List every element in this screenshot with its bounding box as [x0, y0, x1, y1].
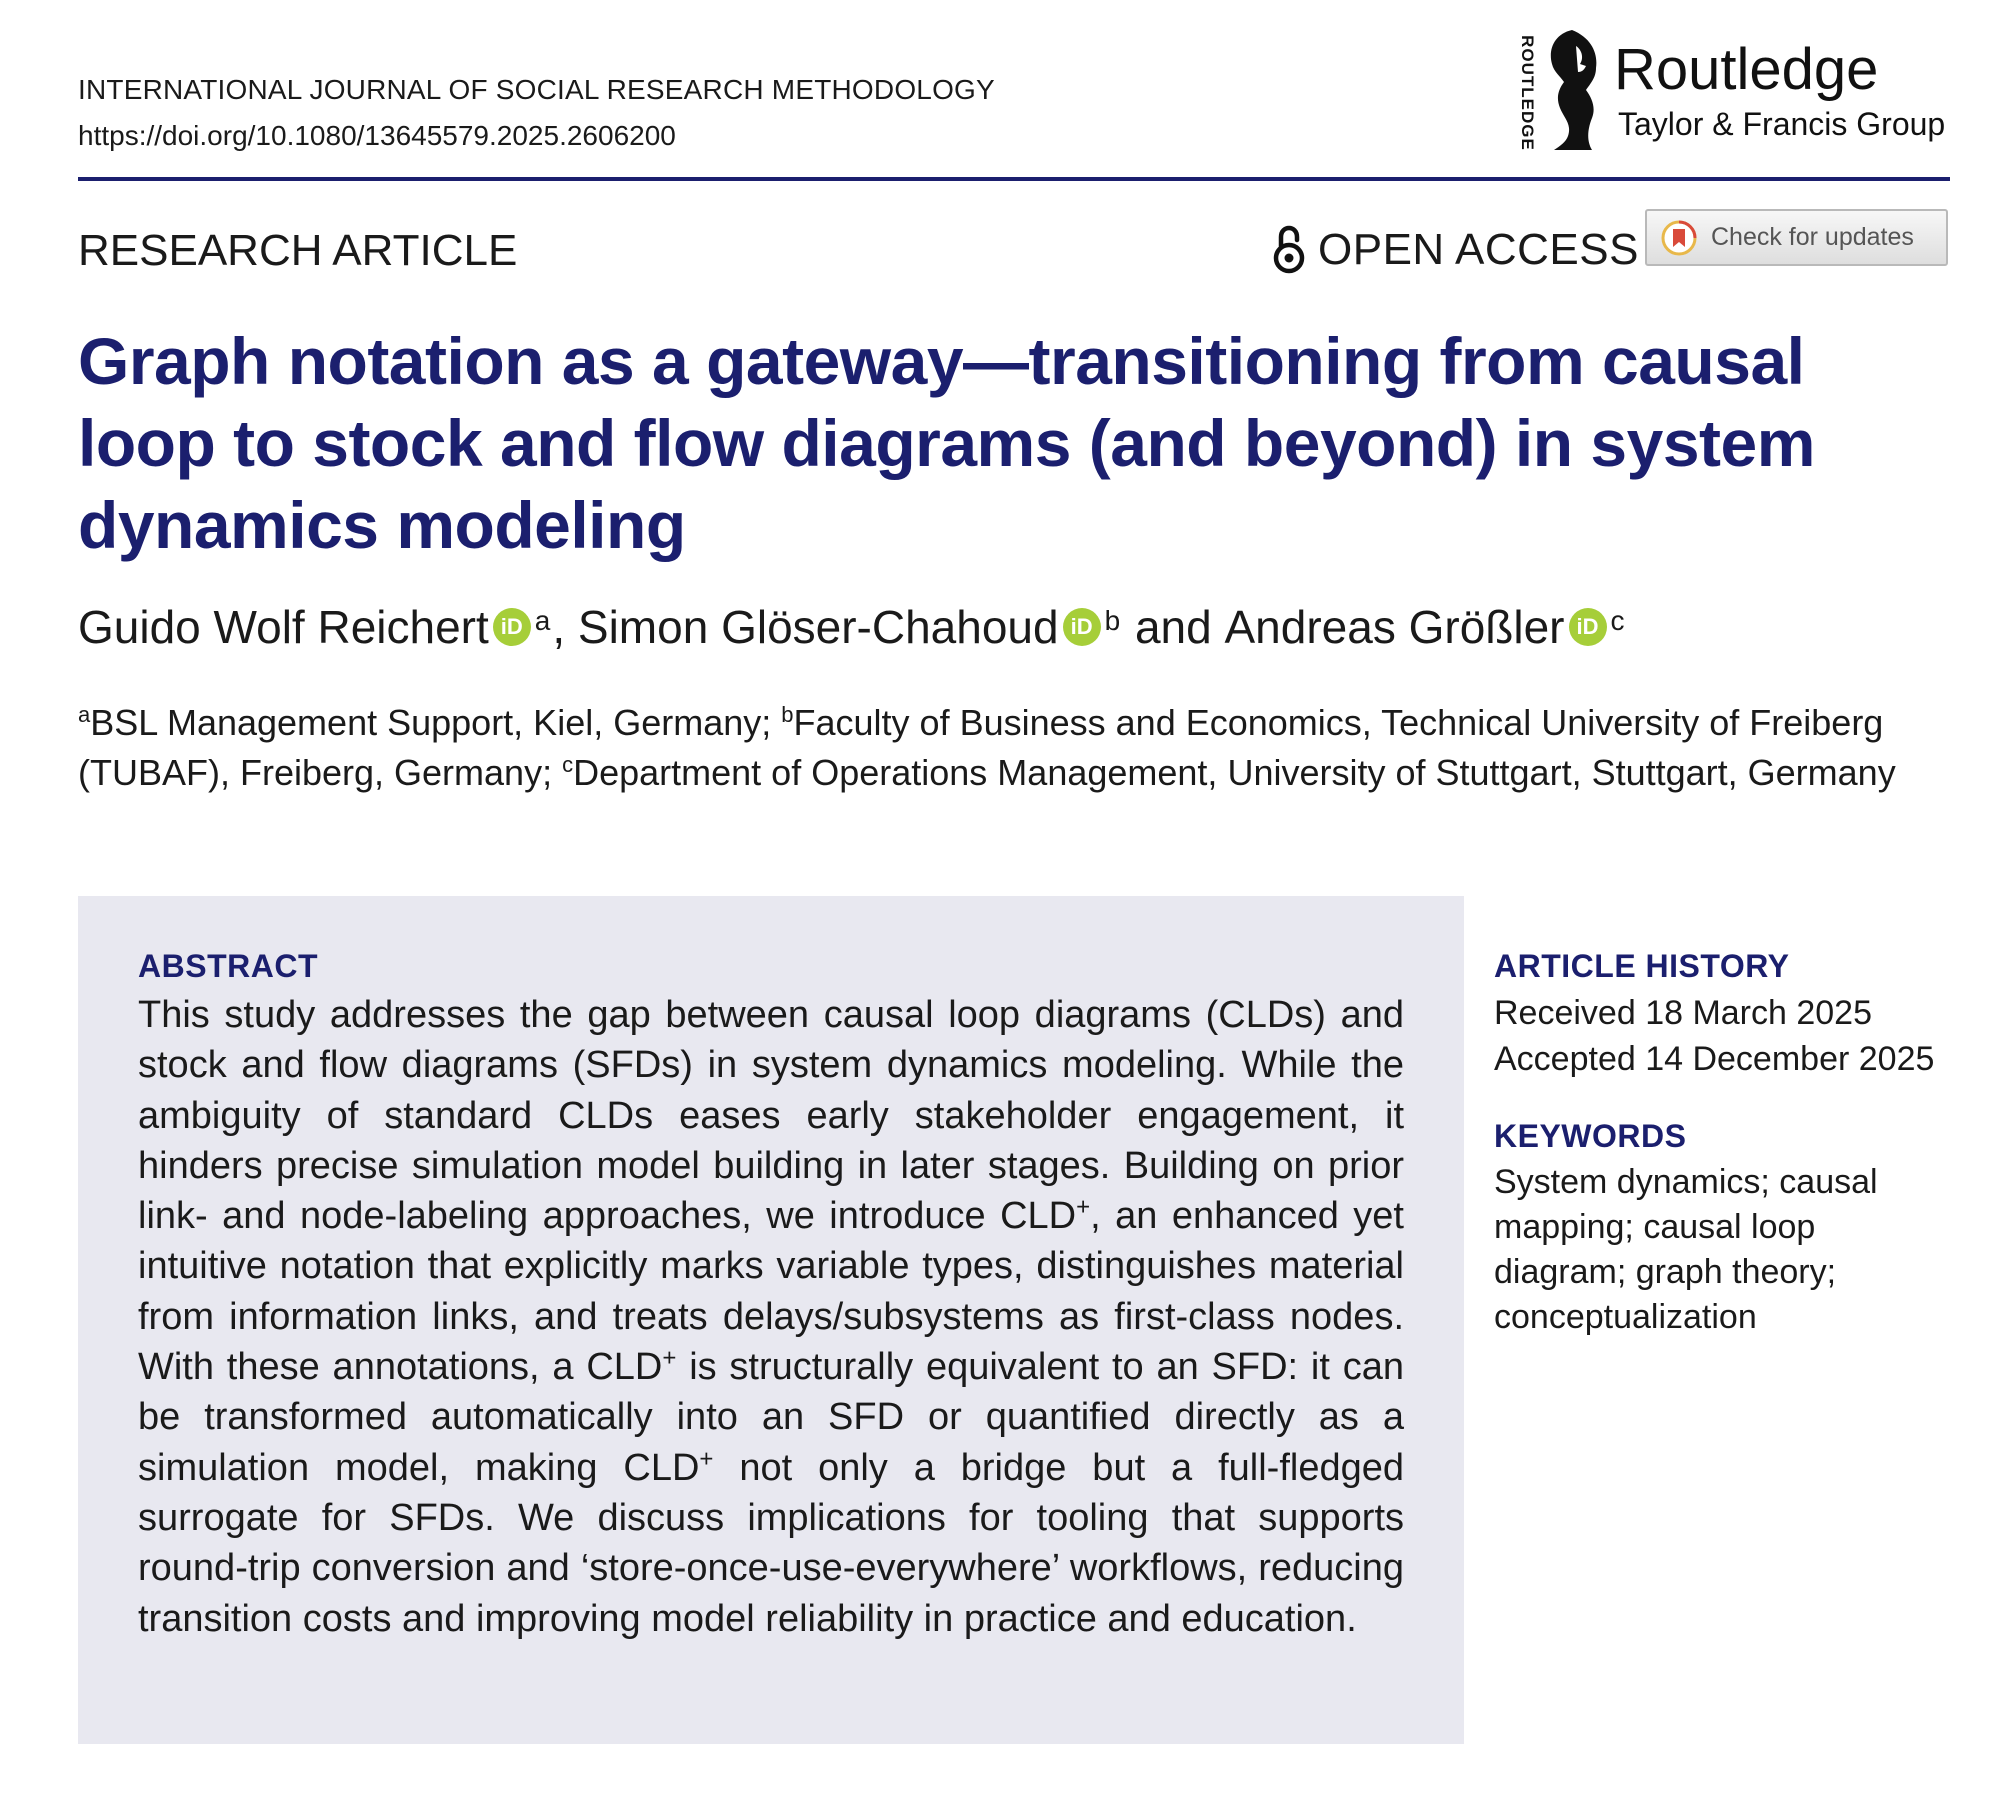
accepted-date: Accepted 14 December 2025 — [1494, 1040, 1935, 1078]
abstract-text — [138, 990, 1404, 1644]
abstract-heading: ABSTRACT — [138, 948, 318, 984]
affiliation-marker: b — [781, 702, 794, 727]
author-affiliation-marker: a — [534, 605, 551, 636]
check-for-updates-button[interactable] — [1645, 209, 1948, 266]
author-affiliation-marker: b — [1104, 605, 1121, 636]
publisher-vertical-text: ROUTLEDGE — [1518, 35, 1537, 151]
article-history-heading: ARTICLE HISTORY — [1494, 948, 1790, 984]
keywords-list: System dynamics; causal mapping; causal loop diagram; graph theory; conceptualization — [1494, 1163, 1878, 1336]
open-access-badge — [1272, 220, 1639, 280]
affiliation-marker: c — [562, 752, 574, 777]
orcid-icon[interactable]: iD — [1063, 608, 1101, 646]
author-separator: and — [1122, 601, 1225, 653]
abstract-part: is structurally equivalent to an SFD: it can be transformed automatically into an SFD or quantified directly as a simulation model, making CLD — [138, 1346, 1404, 1489]
author-affiliation-marker: c — [1610, 605, 1625, 636]
article-type: RESEARCH ARTICLE — [78, 226, 518, 275]
open-lock-icon — [1272, 224, 1306, 276]
header-divider — [78, 177, 1950, 181]
article-title: Graph notation as a gateway—transitioning from causal loop to stock and flow diagrams (and beyond) in system dynamics modeling — [78, 324, 1815, 562]
abstract-part: This study addresses the gap between causal loop diagrams (CLDs) and stock and flow diagrams (SFDs) in system dynamics modeling. While the ambiguity of standard CLDs eases early stakeholder engagement, it hinders precise simulation model building in later stages. Building on prior link- and node-labeling approaches, we introduce CLD — [138, 994, 1404, 1238]
routledge-head-profile-icon — [1542, 28, 1600, 152]
journal-name: INTERNATIONAL JOURNAL OF SOCIAL RESEARCH METHODOLOGY — [78, 74, 995, 105]
orcid-icon[interactable]: iD — [493, 608, 531, 646]
received-date: Received 18 March 2025 — [1494, 994, 1873, 1032]
bookmark-circle-icon — [1661, 220, 1697, 256]
abstract-part: , an enhanced yet intuitive notation that explicitly marks variable types, distinguishes material from information links, and treats delays/​subsystems as first-class nodes. With these annotations, a CLD — [138, 1195, 1404, 1389]
abstract-part: not only a bridge but a full-fledged surrogate for SFDs. We discuss implications for tooling that supports round-trip conversion and ‘store-once-use-everywhere’ workflows, reducing transition costs and improving model reliability in practice and education. — [138, 1446, 1404, 1640]
abstract-superscript: + — [662, 1344, 677, 1372]
doi-link[interactable]: https://doi.org/10.1080/13645579.2025.2606200 — [78, 120, 676, 151]
abstract-superscript: + — [1076, 1193, 1091, 1221]
affiliation-text: Department of Operations Management, University of Stuttgart, Stuttgart, Germany — [573, 752, 1896, 793]
open-access-label: OPEN ACCESS — [1318, 225, 1639, 274]
author-list — [78, 600, 1627, 654]
affiliation-text: Faculty of Business and Economics, Technical University of Freiberg (TUBAF), Freiberg, Germany; — [78, 702, 1884, 793]
check-for-updates-label: Check for updates — [1711, 223, 1914, 251]
abstract-superscript: + — [699, 1445, 714, 1473]
orcid-icon[interactable]: iD — [1569, 608, 1607, 646]
affiliation-text: BSL Management Support, Kiel, Germany; — [90, 702, 782, 743]
publisher-group: Taylor & Francis Group — [1618, 106, 1946, 142]
publisher-name: Routledge — [1614, 37, 1879, 102]
author-name[interactable]: Simon Glöser-Chahoud — [577, 601, 1059, 653]
author-name[interactable]: Andreas Größler — [1224, 601, 1565, 653]
keywords-heading: KEYWORDS — [1494, 1118, 1687, 1154]
publisher-logo[interactable] — [1510, 28, 1950, 152]
author-name[interactable]: Guido Wolf Reichert — [78, 601, 489, 653]
affiliations — [78, 698, 1958, 798]
author-separator: , — [552, 601, 578, 653]
affiliation-marker: a — [78, 702, 91, 727]
